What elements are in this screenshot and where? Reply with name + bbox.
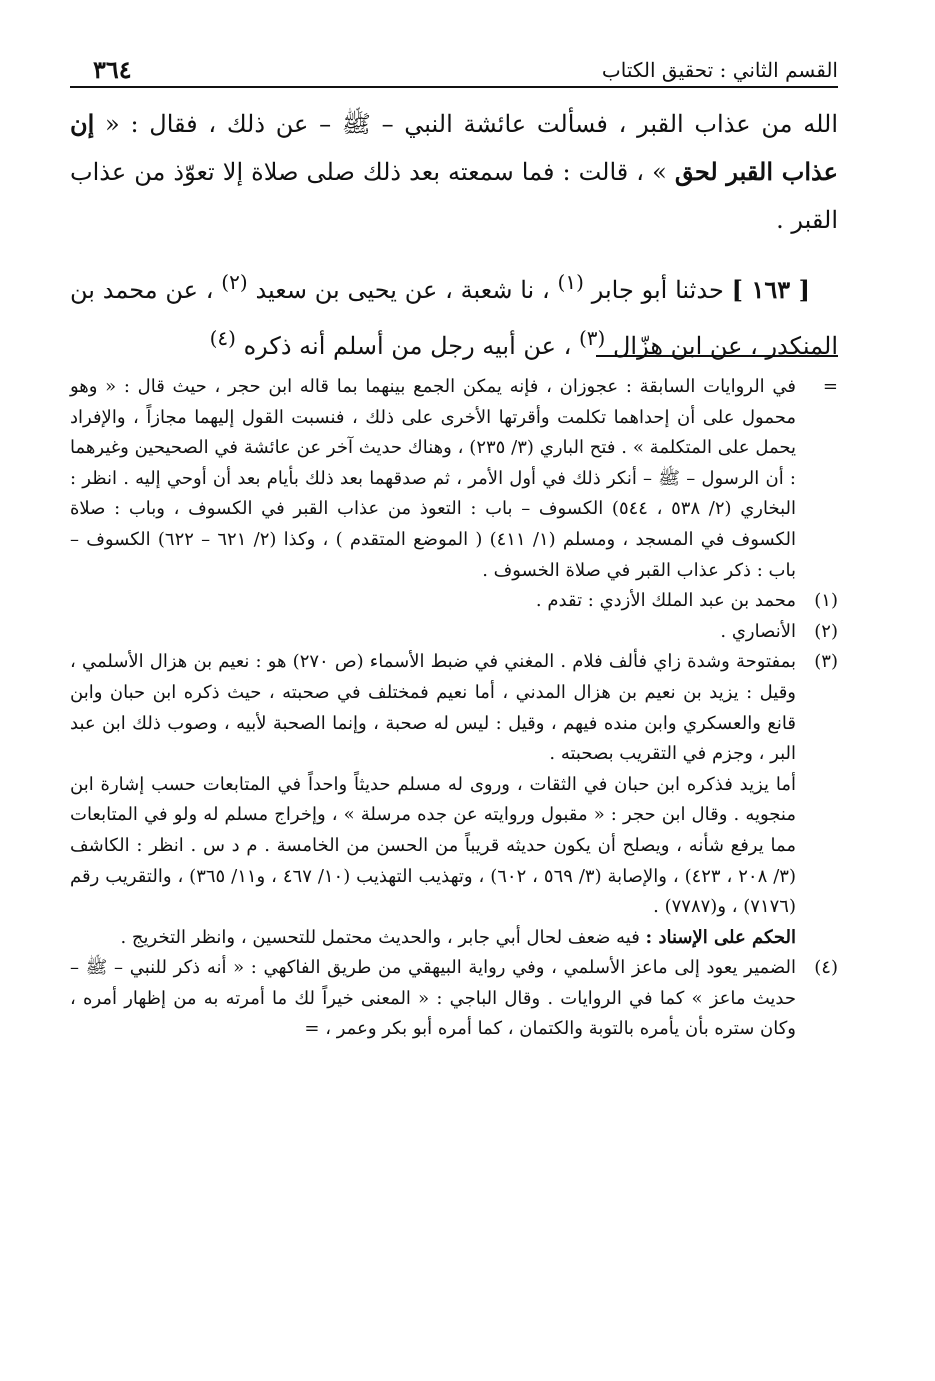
footnote-ref-1: (١): [557, 270, 584, 294]
footnote-mark: (٢): [814, 620, 838, 642]
footnote-ref-3: (٣): [578, 326, 606, 350]
main-text-run: حدثنا أبو جابر: [583, 276, 732, 304]
main-paragraph-1: [70, 100, 838, 244]
hadith-163: [70, 258, 838, 370]
main-text: [70, 100, 838, 370]
footnote-ref-4: (٤): [209, 326, 236, 350]
isnad-judgment-label: الحكم على الإسناد :: [645, 926, 796, 948]
isnad-judgment-text: فيه ضعف لحال أبي جابر ، والحديث محتمل للتحسين ، وانظر التخريج .: [120, 926, 646, 948]
running-head: القسم الثاني : تحقيق الكتاب: [601, 58, 838, 82]
header-rule: [70, 86, 838, 88]
isnad-judgment: [70, 923, 796, 954]
footnotes: [70, 372, 838, 1045]
footnote-text: أما يزيد فذكره ابن حبان في الثقات ، وروى له مسلم حديثاً واحداً في المتابعات حسب إشارة ابن منجويه . وقال ابن حجر : « مقبول وروايته عن جده مرسلة » ، وإخراج مسلم له ولو في المتابعات مما يرفع شأنه ، ويصلح أن يكون حديثه قريباً من الحسن من الخامسة . م د س . انظر : الكاشف (٣/ ٢٠٨ ، ٤٢٣) ، والإصابة (٣/ ٥٦٩ ، ٦٠٢) ، وتهذيب التهذيب (١٠/ ٤٦٧ ، و١١/ ٣٦٥) ، والتقريب رقم (٧١٧٦) ، و(٧٧٨٧) .: [70, 773, 796, 918]
footnote-text: بمفتوحة وشدة زاي فألف فلام . المغني في ضبط الأسماء (ص ٢٧٠) هو : نعيم بن هزال الأسلمي ، وقيل : يزيد بن نعيم بن هزال المدني ، أما نعيم فمختلف في صحبته ، حيث ذكره ابن حبان وابن قانع والعسكري وابن منده فيهم ، وقيل : ليس له صحبة ، وإنما الصحبة لأبيه ، وصوب ذلك ابن عبد البر ، وجزم في التقريب بصحبته .: [70, 651, 796, 765]
footnote-separator: [596, 355, 838, 357]
footnote-text: محمد بن عبد الملك الأزدي : تقدم .: [535, 590, 796, 612]
footnote-3: [70, 647, 838, 953]
hadith-quote: إن عذاب القبر لحق: [70, 109, 838, 186]
footnote-mark: (٤): [814, 957, 838, 979]
footnote-continuation: [70, 372, 838, 586]
footnote-text: الضمير يعود إلى ماعز الأسلمي ، وفي رواية البيهقي من طريق الفاكهي : « أنه ذكر للنبي – ﷺ – حديث ماعز » كما في الروايات . وقال الباجي : « المعنى خيراً لك ما أمرته به من إظهار أمره ، وكان ستره بأن يأمره بالتوبة والكتمان ، كما أمره أبو بكر وعمر ، =: [70, 957, 796, 1040]
footnote-mark: =: [822, 376, 838, 397]
main-text-run: الله من عذاب القبر ، فسألت عائشة النبي – ﷺ – عن ذلك ، فقال : «: [94, 110, 838, 138]
footnote-ref-2: (٢): [221, 270, 248, 294]
page-header: [93, 42, 838, 84]
footnote-4: [70, 953, 838, 1045]
main-text-run: ، عن أبيه رجل من أسلم أنه ذكره: [235, 332, 579, 360]
main-text-run: ، عن محمد بن المنكدر ، عن ابن هزّال: [70, 276, 838, 360]
footnote-mark: (١): [814, 590, 838, 612]
footnote-text: الأنصاري .: [720, 620, 796, 642]
main-text-run: » ، قالت : فما سمعته بعد ذلك صلى صلاة إلا تعوّذ من عذاب القبر .: [70, 158, 838, 234]
footnote-text: في الروايات السابقة : عجوزان ، فإنه يمكن الجمع بينهما بما قاله ابن حجر ، حيث قال : « وهو محمول على أن إحداهما تكلمت وأقرتها الأخرى على ذلك ، فنسبت القول إليهما مجازاً ، والإفراد يحمل على المتكلمة » . فتح الباري (٣/ ٢٣٥) ، وهناك حديث آخر عن عائشة في الصحيحين وغيرهما : أن الرسول – ﷺ – أنكر ذلك في أول الأمر ، ثم صدقهما بعد ذلك بأيام بعد أن أوحي إليه . انظر : البخاري (٢/ ٥٣٨ ، ٥٤٤) الكسوف – باب : التعوذ من عذاب القبر في الكسوف ، وباب : صلاة الكسوف في المسجد ، ومسلم (١/ ٤١١) ( الموضع المتقدم ) ، وكذا (٢/ ٦٢١ – ٦٢٢) الكسوف – باب : ذكر عذاب القبر في صلاة الخسوف .: [70, 376, 796, 581]
footnote-2: [70, 617, 838, 648]
footnote-1: [70, 586, 838, 617]
main-text-run: ، نا شعبة ، عن يحيى بن سعيد: [247, 276, 558, 304]
page-number: ٣٦٤: [93, 55, 132, 84]
hadith-number: [ ١٦٣ ]: [731, 275, 810, 304]
footnote-mark: (٣): [814, 651, 838, 673]
